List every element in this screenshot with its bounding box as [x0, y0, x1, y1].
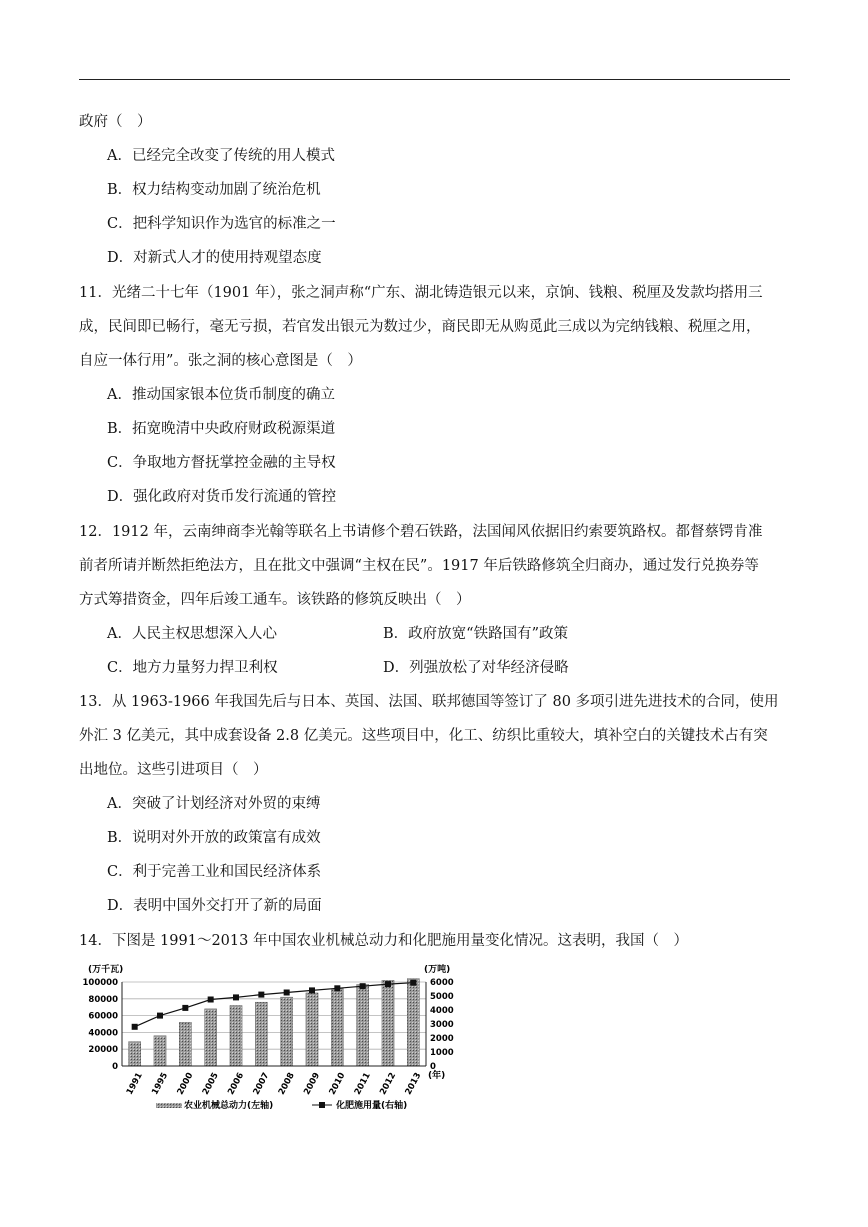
bar-1991 — [129, 1042, 141, 1066]
x-tick-label: 2005 — [200, 1071, 221, 1097]
q11-option-a[interactable]: A．推动国家银本位货币制度的确立 — [107, 387, 335, 403]
legend-bar-label: 农业机械总动力(左轴) — [184, 1101, 274, 1111]
x-tick-label: 1991 — [124, 1071, 145, 1097]
point-2005 — [208, 997, 214, 1003]
left-tick-label: 60000 — [88, 1011, 118, 1022]
x-tick-label: 2010 — [327, 1071, 348, 1097]
right-axis-unit: (万吨) — [424, 965, 451, 975]
right-tick-label: 2000 — [430, 1034, 454, 1044]
fertilizer-line — [135, 983, 414, 1027]
x-tick-label: 2012 — [378, 1071, 399, 1097]
bar-2011 — [357, 985, 369, 1066]
right-tick-label: 1000 — [430, 1048, 454, 1058]
q11-option-b[interactable]: B．拓宽晚清中央政府财政税源渠道 — [107, 421, 336, 437]
q12-option-a[interactable]: A．人民主权思想深入人心 — [107, 626, 277, 642]
q14-stem: 14．下图是 1991～2013 年中国农业机械总动力和化肥施用量变化情况。这表明，我国（ ） — [79, 933, 688, 949]
right-tick-label: 4000 — [430, 1006, 454, 1016]
chart-axes — [122, 982, 426, 1066]
point-2009 — [309, 987, 315, 993]
legend-line-marker — [319, 1102, 325, 1108]
x-tick-label: 2011 — [352, 1071, 373, 1097]
x-tick-label: 2013 — [403, 1071, 424, 1097]
q13-stem-line-2: 外汇 3 亿美元，其中成套设备 2.8 亿美元。这些项目中，化工、纺织比重较大，填补空白的关键技术占有突 — [79, 728, 768, 744]
q12-stem-line-1: 12．1912 年，云南绅商李光翰等联名上书请修个碧石铁路，法国闻风依据旧约索要筑路权。都督蔡锷肯准 — [79, 524, 763, 540]
chart-legend — [156, 1099, 407, 1111]
bar-2006 — [230, 1006, 242, 1066]
left-tick-label: 20000 — [88, 1045, 118, 1056]
bar-2012 — [382, 980, 394, 1066]
q12-stem-line-2: 前者所请并断然拒绝法方，且在批文中强调“主权在民”。1917 年后铁路修筑全归商办，通过发行兑换券等 — [79, 558, 759, 574]
right-tick-label: 0 — [430, 1062, 436, 1072]
q11-option-c[interactable]: C．争取地方督抚掌控金融的主导权 — [107, 455, 336, 471]
chart-gridlines — [122, 982, 426, 1066]
x-tick-label: 1995 — [150, 1071, 171, 1097]
q11-stem-line-2: 成，民间即已畅行，毫无亏损，若官发出银元为数过少，商民即无从购觅此三成以为完纳钱粮、税厘之用， — [79, 319, 761, 335]
q12-option-c[interactable]: C．地方力量努力捍卫利权 — [107, 660, 278, 676]
left-tick-label: 0 — [112, 1062, 118, 1072]
x-tick-label: 2006 — [226, 1071, 247, 1097]
q10-option-c[interactable]: C．把科学知识作为选官的标准之一 — [107, 216, 336, 232]
bar-2005 — [205, 1009, 217, 1066]
x-tick-label: 2000 — [175, 1071, 196, 1097]
q12-stem-line-3: 方式筹措资金，四年后竣工通车。该铁路的修筑反映出（ ） — [79, 592, 471, 608]
bar-2008 — [281, 997, 293, 1066]
right-tick-label: 6000 — [430, 978, 454, 988]
q12-option-d[interactable]: D．列强放松了对华经济侵略 — [383, 660, 569, 676]
q11-option-d[interactable]: D．强化政府对货币发行流通的管控 — [107, 489, 337, 505]
agri-machinery-fertilizer-chart — [74, 960, 454, 1120]
q13-option-a[interactable]: A．突破了计划经济对外贸的束缚 — [107, 796, 321, 812]
bar-2010 — [331, 989, 343, 1066]
header-rule — [79, 79, 790, 80]
point-2006 — [233, 994, 239, 1000]
q11-stem-line-3: 自应一体行用”。张之洞的核心意图是（ ） — [79, 353, 362, 369]
chart-bars — [129, 979, 420, 1066]
legend-bar-swatch — [156, 1103, 182, 1108]
q10-option-d[interactable]: D．对新式人才的使用持观望态度 — [107, 250, 322, 266]
left-axis-unit: (万千瓦) — [88, 965, 124, 975]
left-tick-label: 80000 — [88, 994, 118, 1005]
point-2008 — [284, 990, 290, 996]
bar-2007 — [255, 1002, 267, 1066]
point-2000 — [182, 1005, 188, 1011]
q13-stem-line-1: 13．从 1963-1966 年我国先后与日本、英国、法国、联邦德国等签订了 80 多项引进先进技术的合同，使用 — [79, 694, 779, 710]
q12-option-b[interactable]: B．政府放宽“铁路国有”政策 — [383, 626, 568, 642]
left-tick-label: 100000 — [82, 978, 118, 988]
chart-fertilizer-line — [132, 980, 417, 1030]
q13-option-b[interactable]: B．说明对外开放的政策富有成效 — [107, 830, 321, 846]
bar-2009 — [306, 993, 318, 1066]
bar-2013 — [407, 979, 419, 1066]
point-2011 — [360, 983, 366, 989]
x-tick-label: 2007 — [251, 1071, 272, 1097]
bar-1995 — [154, 1036, 166, 1066]
right-tick-label: 3000 — [430, 1020, 454, 1030]
left-tick-label: 40000 — [88, 1028, 118, 1039]
q10-option-a[interactable]: A．已经完全改变了传统的用人模式 — [107, 148, 335, 164]
x-axis-unit: (年) — [428, 1071, 446, 1081]
q10-stem-tail: 政府（ ） — [79, 114, 152, 130]
point-1995 — [157, 1013, 163, 1019]
q10-option-b[interactable]: B．权力结构变动加剧了统治危机 — [107, 182, 321, 198]
legend-line-label: 化肥施用量(右轴) — [336, 1101, 408, 1111]
point-2010 — [334, 985, 340, 991]
x-tick-label: 2009 — [302, 1071, 323, 1097]
right-tick-label: 5000 — [430, 992, 454, 1002]
q13-stem-line-3: 出地位。这些引进项目（ ） — [79, 762, 268, 778]
q13-option-d[interactable]: D．表明中国外交打开了新的局面 — [107, 898, 322, 914]
x-tick-label: 2008 — [276, 1071, 297, 1097]
q13-option-c[interactable]: C．利于完善工业和国民经济体系 — [107, 864, 322, 880]
point-2012 — [385, 981, 391, 987]
bar-2000 — [179, 1022, 191, 1066]
point-1991 — [132, 1024, 138, 1030]
point-2007 — [258, 992, 264, 998]
q11-stem-line-1: 11．光绪二十七年（1901 年），张之洞声称“广东、湖北铸造银元以来，京饷、钱粮、税厘及发款均搭用三 — [79, 285, 763, 301]
point-2013 — [410, 980, 416, 986]
